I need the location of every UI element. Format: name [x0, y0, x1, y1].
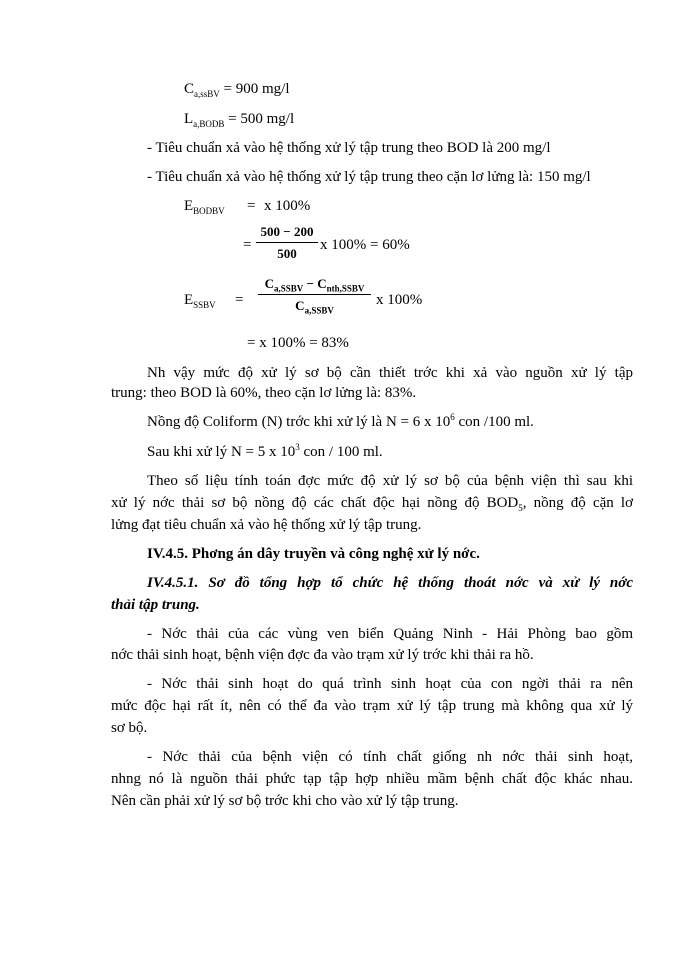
eq-l-bodb: $L_{a,BODB} = 500$ mg/l — [184, 111, 295, 129]
fraction-bod — [256, 224, 318, 262]
coliform-before: Nồng độ Coliform (N) trớc khi xử lý là N = 6 x $10^6$ con /100 ml. — [147, 412, 534, 430]
para-hospital-line2: nhng nó là nguồn thải phức tạp tập hợp nhiều mầm bệnh chất độc khác nhau. — [111, 771, 633, 787]
eq-e-ss-equals: = — [235, 292, 244, 308]
para-hospital-line1: - Nớc thải của bệnh viện có tính chất giống nh nớc thải sinh hoạt, — [147, 749, 633, 765]
fraction-ss — [258, 276, 371, 314]
eq-e-bod-rhs: x 100% — [264, 198, 311, 214]
para-domestic-line3: sơ bộ. — [111, 720, 148, 736]
eq-e-bod-equals-2: = — [243, 237, 252, 253]
standard-bod: - Tiêu chuẩn xả vào hệ thống xử lý tập trung theo BOD là 200 mg/l — [147, 140, 551, 156]
para-wastewater-line2: nớc thải sinh hoạt, bệnh viện đợc đa vào trạm xử lý trớc khi thải ra hồ. — [111, 647, 534, 663]
eq-e-bod: $E_{BODBV}$ — [184, 198, 225, 216]
standard-ss: - Tiêu chuẩn xả vào hệ thống xử lý tập trung theo cặn lơ lửng là: 150 mg/l — [147, 169, 591, 185]
para-domestic-line2: mức độc hại rất ít, nên có thể đa vào trạm xử lý tập trung mà không qua xử lý — [111, 698, 633, 714]
para-calc-line1: Theo số liệu tính toán đợc mức độ xử lý sơ bộ của bệnh viện thì sau khi — [147, 473, 633, 489]
para-treatment-level-line2: trung: theo BOD là 60%, theo cặn lơ lửng là: 83%. — [111, 385, 417, 401]
fraction-ss-numerator: $C_{a,SSBV} - C_{nth,SSBV}$ — [258, 276, 371, 295]
coliform-after: Sau khi xử lý N = 5 x $10^3$ con / 100 ml. — [147, 442, 383, 460]
para-treatment-level-line1: Nh vậy mức độ xử lý sơ bộ cần thiết trớc khi xả vào nguồn xử lý tập — [147, 365, 633, 381]
para-hospital-line3: Nên cần phải xử lý sơ bộ trớc khi cho vào xử lý tập trung. — [111, 793, 459, 809]
subsection-heading-line1: IV.4.5.1. Sơ đồ tổng hợp tổ chức hệ thống thoát nớc và xử lý nớc — [147, 575, 633, 591]
section-heading: IV.4.5. Phơng án dây truyền và công nghệ xử lý nớc. — [147, 546, 480, 562]
para-domestic-line1: - Nớc thải sinh hoạt do quá trình sinh hoạt của con ngời thải ra nên — [147, 676, 633, 692]
para-calc-line3: lửng đạt tiêu chuẩn xả vào hệ thống xử lý tập trung. — [111, 517, 422, 533]
fraction-ss-denominator: $C_{a,SSBV}$ — [295, 298, 334, 316]
para-wastewater-line1: - Nớc thải của các vùng ven biển Quảng Ninh - Hải Phòng bao gồm — [147, 626, 633, 642]
subsection-heading-line2: thải tập trung. — [111, 597, 200, 613]
eq-e-bod-result: x 100% = 60% — [320, 237, 410, 253]
eq-e-ss: $E_{SSBV}$ — [184, 292, 216, 310]
eq-c-ssbv: $C_{a,ssBV} = 900$ mg/l — [184, 81, 290, 99]
eq-e-bod-equals: = — [247, 198, 256, 214]
fraction-bod-denominator: 500 — [277, 246, 297, 261]
eq-e-ss-rhs: x 100% — [376, 292, 423, 308]
para-calc-line2: xử lý nớc thải sơ bộ nồng độ các chất độc hại nồng độ $BOD_5$, nồng độ cặn lơ — [111, 495, 634, 513]
fraction-bod-numerator: 500 − 200 — [256, 224, 318, 243]
eq-e-ss-result: = x 100% = 83% — [247, 335, 349, 351]
